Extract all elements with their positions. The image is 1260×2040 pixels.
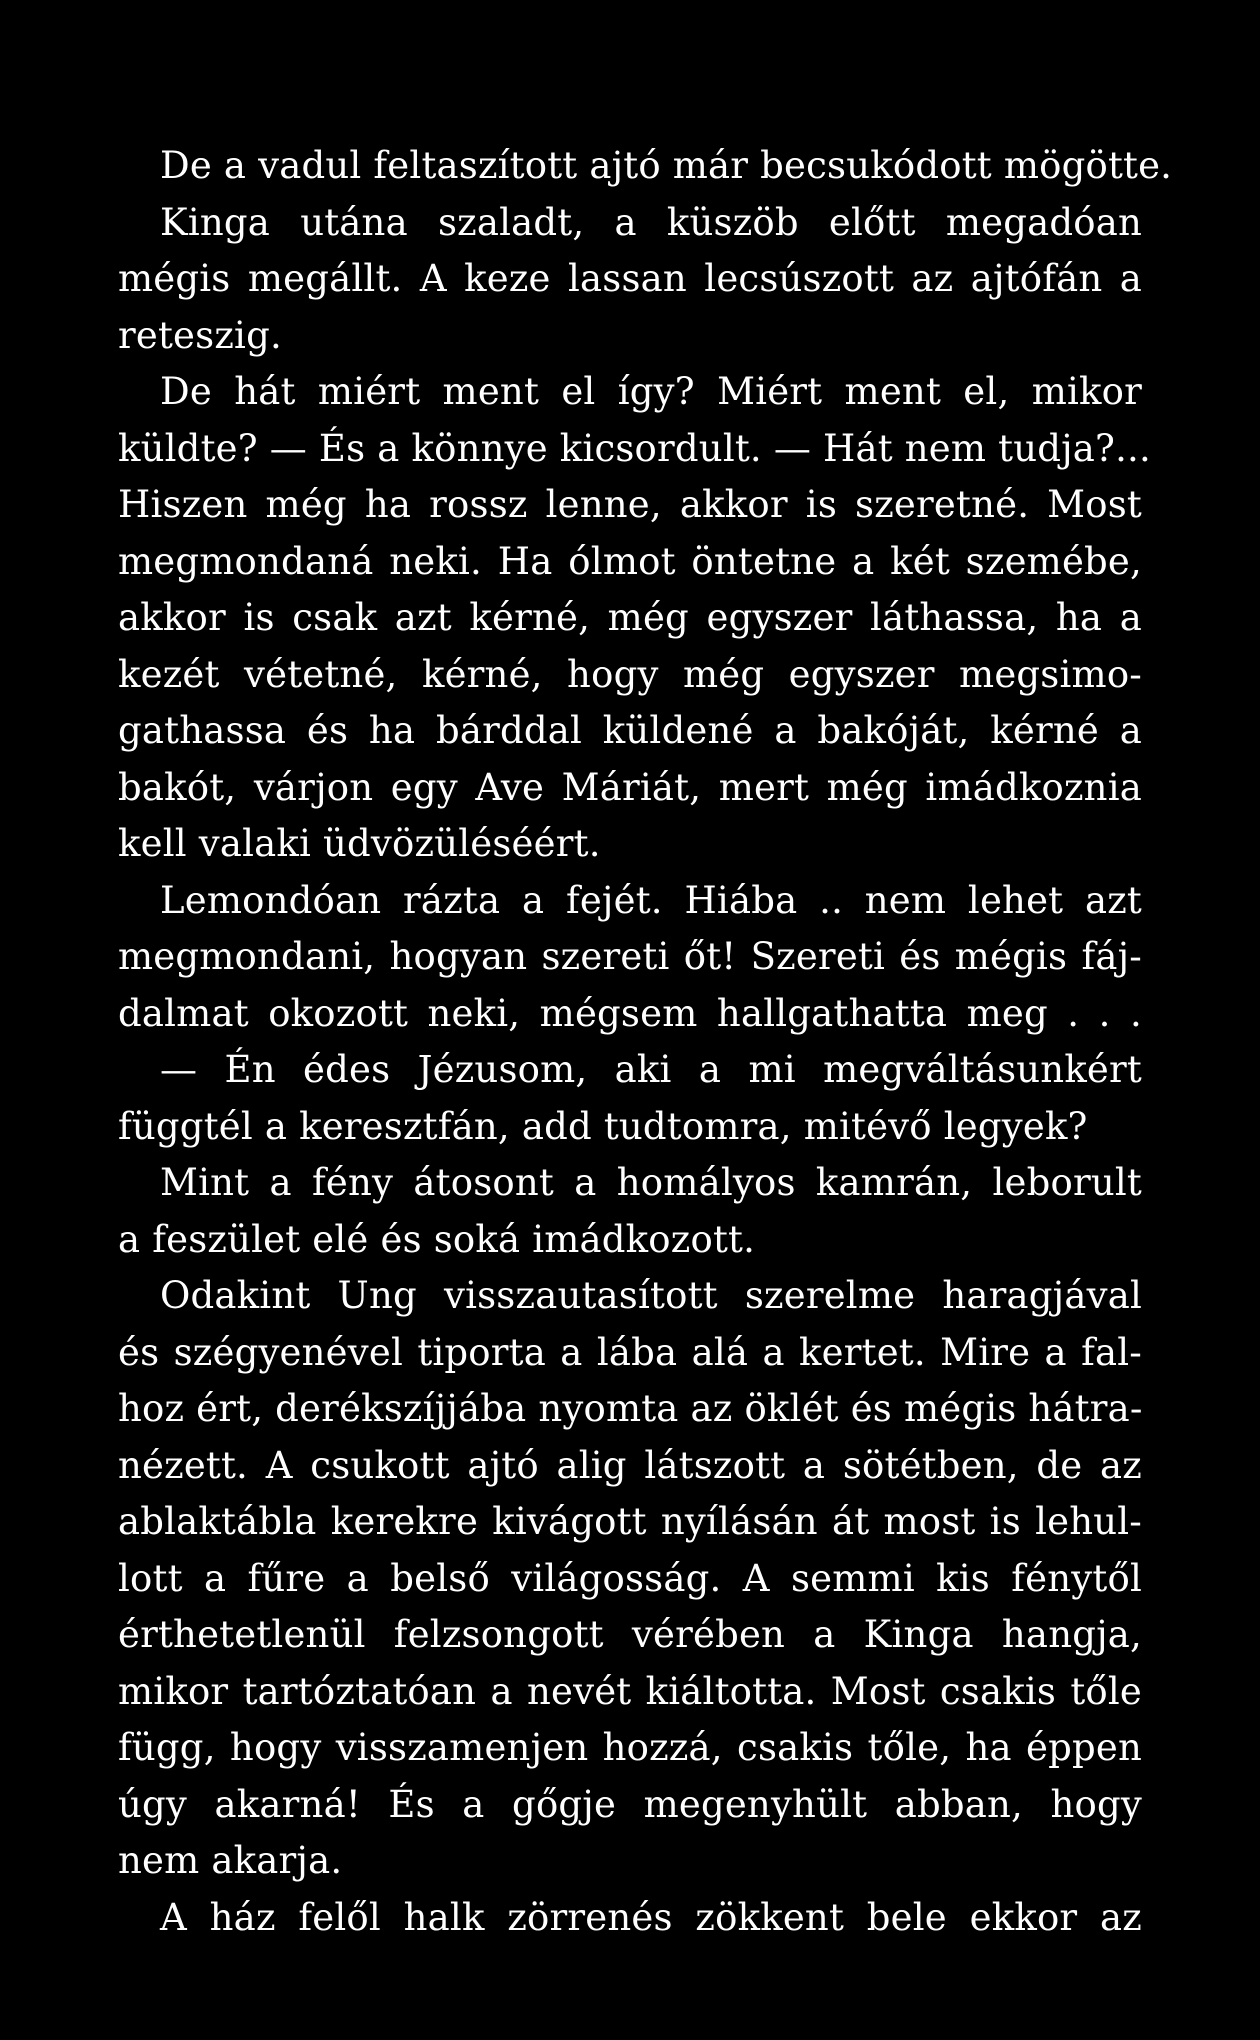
- text-line: mikor tartóztatóan a nevét kiáltotta. Most csakis tőle: [118, 1669, 1142, 1713]
- text-line: De a vadul feltaszított ajtó már becsukódott mögötte.: [160, 144, 1173, 187]
- page-text: [118, 138, 1173, 1946]
- text-line: — Én édes Jézusom, aki a mi megváltásunkért: [160, 1048, 1142, 1091]
- text-line: érthetetlenül felzsongott vérében a Kinga hangja,: [118, 1613, 1142, 1656]
- text-line: a feszület elé és soká imádkozott.: [118, 1217, 756, 1261]
- text-line: A ház felől halk zörrenés zökkent bele ekkor az: [160, 1895, 1142, 1939]
- text-line: gathassa és ha bárddal küldené a bakóját, kérné a: [118, 709, 1142, 752]
- text-line: nézett. A csukott ajtó alig látszott a sötétben, de az: [118, 1443, 1142, 1487]
- text-line: akkor is csak azt kérné, még egyszer láthassa, ha a: [118, 596, 1142, 639]
- text-line: Odakint Ung visszautasított szerelme haragjával: [160, 1274, 1142, 1317]
- text-line: úgy akarná! És a gőgje megenyhült abban, hogy: [118, 1782, 1142, 1826]
- text-line: kell valaki üdvözüléséért.: [118, 822, 601, 865]
- text-line: kezét vétetné, kérné, hogy még egyszer megsimo-: [118, 652, 1142, 696]
- text-line: Hiszen még ha rossz lenne, akkor is szeretné. Most: [118, 483, 1142, 526]
- text-line: reteszig.: [118, 313, 282, 357]
- text-line: ablaktábla kerekre kivágott nyílásán át most is lehul-: [118, 1500, 1142, 1543]
- text-line: küldte? — És a könnye kicsordult. — Hát nem tudja?...: [118, 426, 1151, 470]
- text-line: lott a fűre a belső világosság. A semmi kis fénytől: [118, 1556, 1142, 1600]
- text-line: megmondani, hogyan szereti őt! Szereti és mégis fáj-: [118, 935, 1142, 978]
- text-line: mégis megállt. A keze lassan lecsúszott az ajtófán a: [118, 257, 1142, 300]
- text-line: megmondaná neki. Ha ólmot öntetne a két szemébe,: [118, 539, 1142, 583]
- text-line: De hát miért ment el így? Miért ment el, mikor: [160, 370, 1142, 413]
- text-line: függ, hogy visszamenjen hozzá, csakis tőle, ha éppen: [118, 1726, 1142, 1769]
- text-line: és szégyenével tiporta a lába alá a kertet. Mire a fal-: [118, 1330, 1142, 1374]
- text-line: dalmat okozott neki, mégsem hallgathatta meg . . .: [118, 991, 1142, 1035]
- text-line: függtél a keresztfán, add tudtomra, mitévő legyek?: [118, 1104, 1088, 1148]
- text-line: hoz ért, derékszíjjába nyomta az öklét és mégis hátra-: [118, 1387, 1143, 1430]
- text-line: Lemondóan rázta a fejét. Hiába .. nem lehet azt: [160, 878, 1142, 922]
- text-line: Mint a fény átosont a homályos kamrán, leborult: [160, 1161, 1142, 1204]
- text-line: Kinga utána szaladt, a küszöb előtt megadóan: [160, 200, 1142, 244]
- text-line: nem akarja.: [118, 1839, 343, 1882]
- text-line: bakót, várjon egy Ave Máriát, mert még imádkoznia: [118, 765, 1142, 809]
